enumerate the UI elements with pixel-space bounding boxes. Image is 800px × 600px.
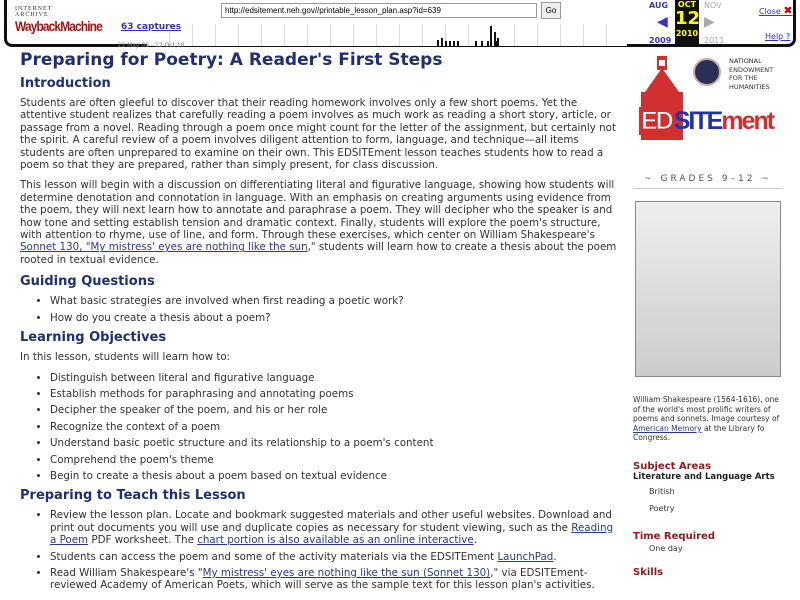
subject-area: Literature and Language Arts — [633, 471, 775, 482]
preparing-heading: Preparing to Teach this Lesson — [20, 488, 246, 504]
guiding-heading: Guiding Questions — [20, 274, 155, 290]
go-button[interactable]: Go — [541, 2, 561, 19]
current-year: 2010 — [675, 29, 699, 38]
capture-bar — [494, 32, 496, 46]
neh-text: NATIONAL ENDOWMENT FOR THE HUMANITIES — [729, 57, 774, 91]
objectives-list — [50, 372, 620, 483]
capture-bar — [441, 38, 443, 46]
page-title: Preparing for Poetry: A Reader's First Steps — [20, 50, 443, 70]
help-link[interactable]: Help ? — [765, 32, 791, 41]
subject-item: Poetry — [649, 503, 675, 513]
calendar-nav — [647, 0, 729, 47]
wayback-logo[interactable] — [15, 6, 102, 34]
skills-heading: Skills — [633, 566, 664, 578]
list-item: • Read William Shakespeare's "My mistress' eyes are nothing like the sun (Sonnet 130)," via EDSITEment-reviewed Academy of American Poets, which will serve as the sample text for this lesson plan's activities. — [50, 567, 620, 592]
american-memory-link[interactable]: American Memory — [633, 423, 702, 433]
guiding-questions-list — [50, 295, 620, 324]
portrait-caption: William Shakespeare (1564-1616), one of the world's most prolific writers of poems and sonnets. Image courtesy of American Memory at the Library fo Congress. — [633, 395, 780, 443]
capture-bar — [481, 41, 483, 46]
list-item: • Begin to create a thesis about a poem based on textual evidence — [50, 470, 620, 482]
wayback-toolbar — [4, 0, 796, 47]
lesson-content — [20, 50, 620, 598]
help-icon[interactable]: ? — [785, 32, 791, 41]
current-date — [675, 0, 699, 46]
list-item: • Distinguish between literal and figurative language — [50, 372, 620, 384]
list-item: • Decipher the speaker of the poem, and his or her role — [50, 404, 620, 416]
next-month: NOV — [704, 1, 722, 10]
prev-arrow-icon[interactable]: ◀ — [657, 14, 668, 30]
capture-bar — [457, 41, 459, 46]
list-item: • Recognize the context of a poem — [50, 421, 620, 433]
list-item: • Comprehend the poem's theme — [50, 454, 620, 466]
close-icon[interactable]: ✖ — [783, 4, 793, 17]
brand-wordmark: EDSITEment — [641, 107, 774, 135]
current-month: OCT — [677, 0, 697, 9]
current-day: 12 — [675, 8, 701, 29]
objectives-heading: Learning Objectives — [20, 330, 167, 346]
sonnet-130-link[interactable]: Sonnet 130, "My mistress' eyes are nothing like the sun — [20, 241, 308, 254]
list-item: • Students can access the poem and some of the activity materials via the EDSITEment LaunchPad. — [50, 551, 620, 563]
sonnet-link[interactable]: My mistress' eyes are nothing like the sun (Sonnet 130) — [202, 566, 491, 579]
prev-month-link[interactable]: AUG — [649, 1, 669, 10]
capture-sparkline[interactable] — [147, 24, 627, 46]
close-button[interactable]: Close ✖ — [759, 4, 793, 17]
list-item: • Understand basic poetic structure and its relationship to a poem's content — [50, 437, 620, 449]
sidebar — [633, 52, 783, 578]
objectives-intro: In this lesson, students will learn how to: — [20, 351, 231, 364]
capture-bar — [475, 41, 477, 46]
capture-bar — [437, 40, 439, 46]
capture-bar — [449, 41, 451, 46]
url-input[interactable] — [221, 3, 537, 18]
list-item: • What basic strategies are involved when first reading a poetic work? — [50, 295, 620, 307]
time-value: One day — [649, 543, 683, 553]
capture-bar — [453, 41, 455, 46]
prev-year-link[interactable]: 2009 — [649, 36, 672, 45]
next-year: 2011 — [704, 36, 725, 45]
subject-item: British — [649, 486, 675, 496]
intro-paragraph-1: Students are often gleeful to discover that their reading homework involves only a few short poems. Yet the attentive student realizes that carefully reading a poem involves as much work as reading a short story, article, or passage from a novel. Reading through a poem once might count for the letter of the assignment, but certainly not the spirit. A careful review of a poem involves diligent attention to form, language, and technique—all items students are often unprepared to examine on their own. This EDSITEment lesson teaches students how to read a poem so that they are prepared, rather than simply present, for class discussion. — [20, 97, 616, 172]
neh-seal-icon — [693, 58, 721, 86]
logo-top-text: INTERNET ARCHIVE — [15, 6, 53, 18]
reading-a-poem-link[interactable]: Reading a Poem — [50, 521, 614, 547]
intro-paragraph-2: This lesson will begin with a discussion on differentiating literal and figurative language, showing how students will determine denotation and connotation in language. With an emphasis on creating arguments using evidence from the poem, they will next learn how to annotate and paraphrase a poem. They will decipher who the speaker is and how tone and setting establish tension and dramatic context. Finally, students will explore the poem's structure, with attention to rhyme, use of line, and form. Through these exercises, which center on William Shakespeare's Sonnet 130, "My mistress' eyes are nothing like the sun," students will learn how to create a thesis about the poem rooted in textual evidence. — [20, 179, 617, 266]
preparing-list — [50, 509, 620, 591]
intro-heading: Introduction — [20, 76, 111, 91]
captures-range: 23 May 06 - 12 Oct 10 — [117, 42, 185, 49]
time-heading: Time Required — [633, 530, 715, 542]
capture-bar — [445, 41, 447, 46]
list-item: • Review the lesson plan. Locate and bookmark suggested materials and other useful websites. Download and print out documents you will use and duplicate copies as necessary for student viewing, such as the Reading a Poem PDF worksheet. The chart portion is also available as an online interactive. — [50, 509, 620, 546]
subject-heading: Subject Areas — [633, 460, 712, 472]
capture-bar — [490, 26, 492, 46]
grades-label: ~ GRADES 9–12 ~ — [633, 174, 783, 189]
edsitement-logo[interactable] — [633, 52, 783, 162]
list-item: • Establish methods for paraphrasing and annotating poems — [50, 388, 620, 400]
captures-link[interactable]: 63 captures — [120, 22, 182, 32]
capture-bar — [487, 41, 489, 46]
logo-main-text: WaybackMachine — [15, 18, 102, 34]
chart-interactive-link[interactable]: chart portion is also available as an online interactive — [197, 534, 474, 547]
shakespeare-portrait — [635, 201, 781, 377]
next-arrow-icon: ▶ — [704, 14, 715, 30]
launchpad-link[interactable]: LaunchPad — [497, 550, 554, 563]
list-item: • How do you create a thesis about a poem? — [50, 312, 620, 324]
capture-bar — [497, 38, 499, 46]
